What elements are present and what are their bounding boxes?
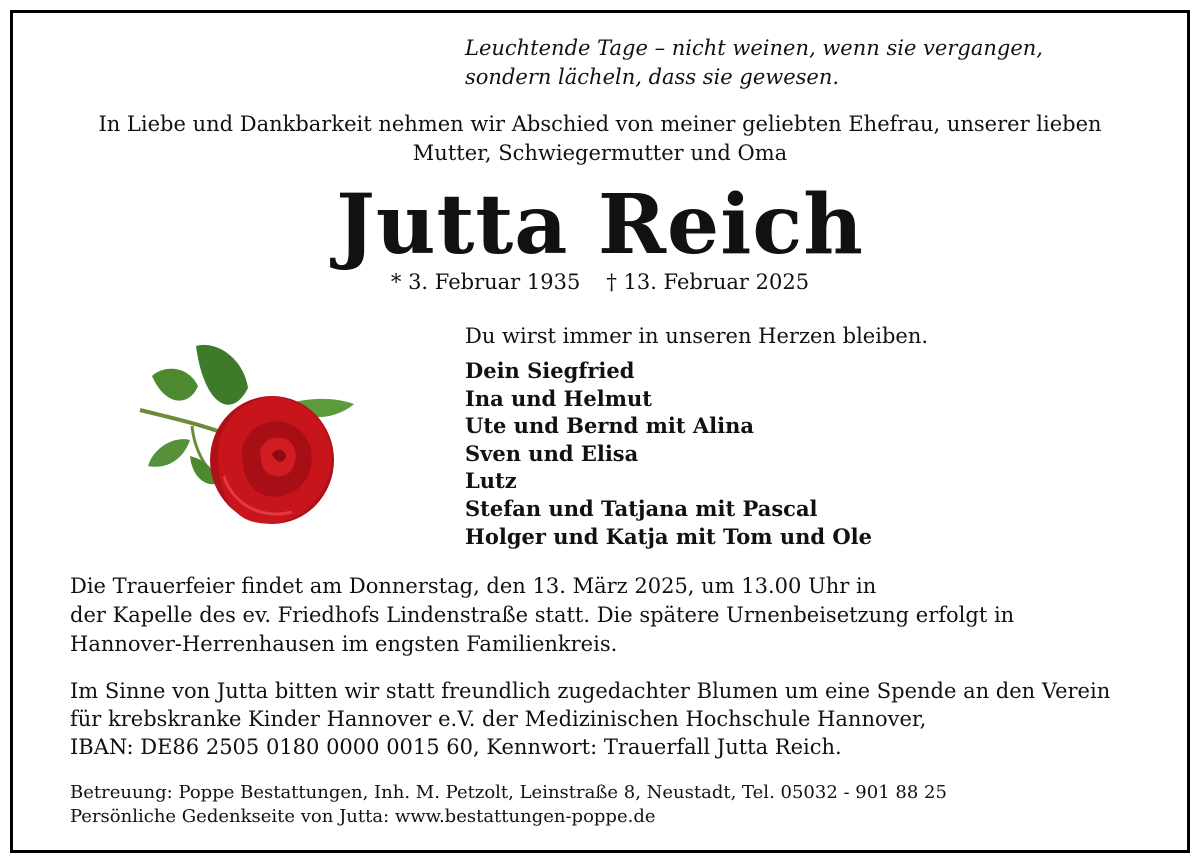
funeral-line: Hannover-Herrenhausen im engsten Familienkreis. [70, 632, 618, 656]
motto-line: Leuchtende Tage – nicht weinen, wenn sie vergangen, [465, 36, 1043, 60]
intro-line: Mutter, Schwiegermutter und Oma [412, 141, 788, 165]
deceased-name: Jutta Reich [336, 177, 864, 273]
family-member: Lutz [465, 468, 517, 494]
donation-info [70, 677, 1110, 761]
death-date: † 13. Februar 2025 [606, 270, 810, 294]
red-rose-icon [132, 336, 368, 536]
funeral-line: Die Trauerfeier findet am Donnerstag, den 13. März 2025, um 13.00 Uhr in [70, 574, 877, 598]
intro-text [0, 110, 1200, 168]
motto-quote [465, 34, 1043, 92]
donation-line: IBAN: DE86 2505 0180 0000 0015 60, Kennwort: Trauerfall Jutta Reich. [70, 735, 842, 759]
farewell-text: Du wirst immer in unseren Herzen bleiben. [465, 324, 929, 348]
donation-line: für krebskranke Kinder Hannover e.V. der Medizinischen Hochschule Hannover, [70, 707, 927, 731]
funeral-info [70, 572, 1014, 659]
life-dates [0, 268, 1200, 296]
family-member: Stefan und Tatjana mit Pascal [465, 495, 818, 521]
donation-line: Im Sinne von Jutta bitten wir statt freundlich zugedachter Blumen um eine Spende an den Verein [70, 679, 1111, 703]
family-member: Ina und Helmut [465, 385, 652, 411]
funeral-line: der Kapelle des ev. Friedhofs Lindenstraße statt. Die spätere Urnenbeisetzung erfolgt in [70, 603, 1015, 627]
family-member: Holger und Katja mit Tom und Ole [465, 523, 872, 549]
memorial-page-line: Persönliche Gedenkseite von Jutta: www.bestattungen-poppe.de [70, 806, 656, 827]
family-member: Dein Siegfried [465, 358, 635, 383]
birth-date: * 3. Februar 1935 [390, 270, 581, 294]
intro-line: In Liebe und Dankbarkeit nehmen wir Abschied von meiner geliebten Ehefrau, unserer lieben [98, 112, 1102, 136]
undertaker-line: Betreuung: Poppe Bestattungen, Inh. M. Petzolt, Leinstraße 8, Neustadt, Tel. 05032 - 901 88 25 [70, 782, 947, 803]
family-member: Ute und Bernd mit Alina [465, 413, 754, 439]
family-list [465, 357, 872, 550]
footer-info [70, 781, 947, 829]
family-member: Sven und Elisa [465, 440, 639, 466]
motto-line: sondern lächeln, dass sie gewesen. [465, 65, 840, 89]
